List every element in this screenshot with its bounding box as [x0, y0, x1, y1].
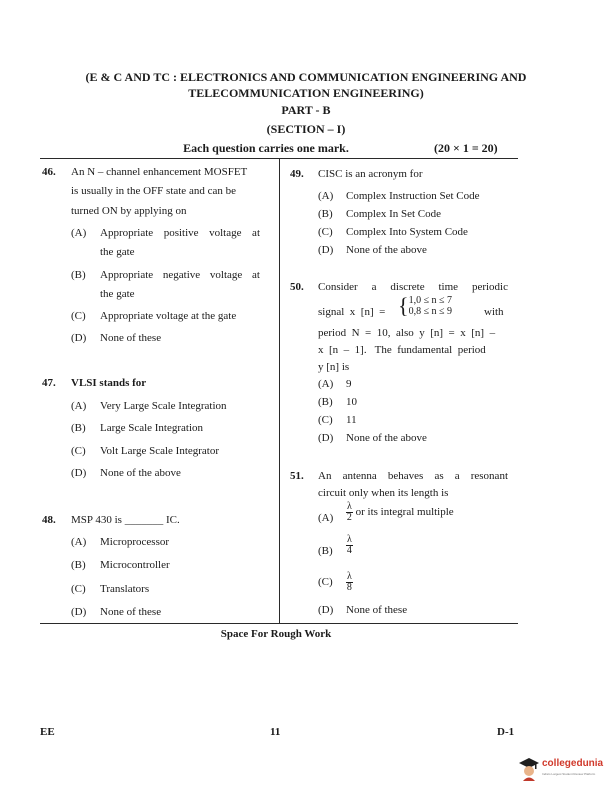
- option-label: (C): [318, 226, 333, 238]
- option-label: (B): [318, 396, 333, 408]
- fraction-denominator: 4: [346, 545, 352, 556]
- option-c-text: Translators: [100, 583, 150, 595]
- question-text: x [n – 1]. The fundamental period: [318, 344, 486, 356]
- graduate-logo-icon: [518, 757, 540, 781]
- fraction-lambda-over-8: [346, 572, 353, 593]
- footer-series: D-1: [497, 726, 515, 738]
- footer-code: EE: [40, 726, 55, 738]
- option-label: (A): [318, 378, 334, 390]
- question-text: An antenna behaves as a resonant: [318, 470, 508, 482]
- fraction-denominator: 2: [346, 512, 352, 523]
- option-label: (B): [71, 269, 86, 281]
- option-a-text: Complex Instruction Set Code: [346, 190, 480, 202]
- option-a-text: Very Large Scale Integration: [100, 400, 227, 412]
- question-text: circuit only when its length is: [318, 487, 449, 499]
- option-b-text: Microcontroller: [100, 559, 170, 571]
- question-text: Consider a discrete time periodic: [318, 281, 508, 293]
- option-c-text: Complex Into System Code: [346, 226, 468, 238]
- question-number: 48.: [42, 514, 56, 526]
- column-divider: [279, 158, 280, 623]
- option-c-text: [346, 572, 353, 593]
- option-label: (C): [71, 310, 86, 322]
- section-heading: (SECTION – I): [266, 122, 346, 136]
- bottom-rule: [40, 623, 518, 624]
- option-label: (C): [318, 414, 333, 426]
- fraction-lambda-over-2: [346, 502, 353, 523]
- option-c-text: Appropriate voltage at the gate: [100, 310, 237, 322]
- case-2: 0,8 ≤ n ≤ 9: [408, 306, 453, 317]
- option-d-text: None of these: [100, 606, 162, 618]
- option-label: (D): [71, 606, 87, 618]
- option-label: (C): [71, 583, 86, 595]
- option-c-text: Volt Large Scale Integrator: [100, 445, 220, 457]
- option-a-text: [346, 502, 454, 523]
- option-label: (D): [318, 244, 334, 256]
- option-c-text: 11: [346, 414, 357, 426]
- option-d-text: None of the above: [346, 244, 427, 256]
- header-line-1: (E & C AND TC : ELECTRONICS AND COMMUNICATION ENGINEERING AND: [85, 70, 527, 84]
- signal-definition-prefix: signal x [n] =: [318, 306, 386, 318]
- option-label: (B): [71, 422, 86, 434]
- option-a-text: 9: [346, 378, 352, 390]
- option-b-text: [346, 535, 353, 556]
- question-number: 46.: [42, 166, 56, 178]
- option-label: (D): [318, 604, 334, 616]
- option-a-text: Microprocessor: [100, 536, 170, 548]
- question-text: with: [484, 306, 504, 318]
- watermark-brand: collegedunia: [542, 758, 604, 769]
- option-label: (B): [71, 559, 86, 571]
- option-a-suffix: or its integral multiple: [355, 506, 454, 519]
- option-b-text: Large Scale Integration: [100, 422, 204, 434]
- option-d-text: None of the above: [346, 432, 427, 444]
- fraction-denominator: 8: [346, 582, 352, 593]
- option-d-text: None of the above: [100, 467, 181, 479]
- option-b-text: 10: [346, 396, 357, 408]
- option-label: (D): [318, 432, 334, 444]
- option-label: (A): [318, 190, 334, 202]
- question-text: VLSI stands for: [71, 377, 147, 389]
- fraction-lambda-over-4: [346, 535, 353, 556]
- option-label: (A): [71, 536, 87, 548]
- question-text: CISC is an acronym for: [318, 168, 423, 180]
- option-a-text: the gate: [100, 246, 135, 258]
- option-label: (A): [71, 400, 87, 412]
- question-text-end: IC.: [165, 514, 180, 526]
- header-line-2: TELECOMMUNICATION ENGINEERING): [188, 86, 424, 100]
- piecewise-cases: [409, 295, 452, 317]
- question-text-start: MSP 430 is: [71, 514, 122, 526]
- option-label: (D): [71, 467, 87, 479]
- question-text: An N – channel enhancement MOSFET: [71, 166, 248, 178]
- option-label: (C): [71, 445, 86, 457]
- fraction-numerator: λ: [347, 571, 352, 582]
- option-d-text: None of these: [100, 332, 162, 344]
- option-d-text: None of these: [346, 604, 408, 616]
- question-text: turned ON by applying on: [71, 205, 187, 217]
- question-number: 51.: [290, 470, 304, 482]
- option-label: (A): [318, 512, 334, 524]
- option-label: (B): [318, 208, 333, 220]
- option-a-text: Appropriate positive voltage at: [100, 227, 260, 239]
- part-heading: PART - B: [281, 103, 331, 117]
- question-text: period N = 10, also y [n] = x [n] –: [318, 327, 496, 339]
- collegedunia-watermark: [518, 755, 612, 785]
- fraction-numerator: λ: [347, 534, 352, 545]
- piecewise-definition: [398, 295, 452, 317]
- option-label: (B): [318, 545, 333, 557]
- question-text: y [n] is: [318, 361, 350, 373]
- option-label: (A): [71, 227, 87, 239]
- question-number: 47.: [42, 377, 56, 389]
- question-number: 49.: [290, 168, 304, 180]
- option-label: (D): [71, 332, 87, 344]
- option-b-text: Complex In Set Code: [346, 208, 442, 220]
- marks-info: (20 × 1 = 20): [434, 141, 498, 155]
- brace-symbol: {: [398, 293, 409, 318]
- option-b-text: the gate: [100, 288, 135, 300]
- answer-blank: _______: [124, 514, 164, 526]
- question-text: is usually in the OFF state and can be: [71, 185, 236, 197]
- question-text: [71, 514, 180, 526]
- option-label: (C): [318, 576, 333, 588]
- watermark-tagline: India's Largest Student Review Platform: [542, 772, 596, 776]
- fraction-numerator: λ: [347, 501, 352, 512]
- question-number: 50.: [290, 281, 304, 293]
- page-number: 11: [270, 726, 281, 738]
- option-b-text: Appropriate negative voltage at: [100, 269, 260, 281]
- rough-work-label: Space For Rough Work: [220, 628, 332, 640]
- case-1: 1,0 ≤ n ≤ 7: [408, 295, 453, 306]
- instruction-text: Each question carries one mark.: [183, 141, 349, 155]
